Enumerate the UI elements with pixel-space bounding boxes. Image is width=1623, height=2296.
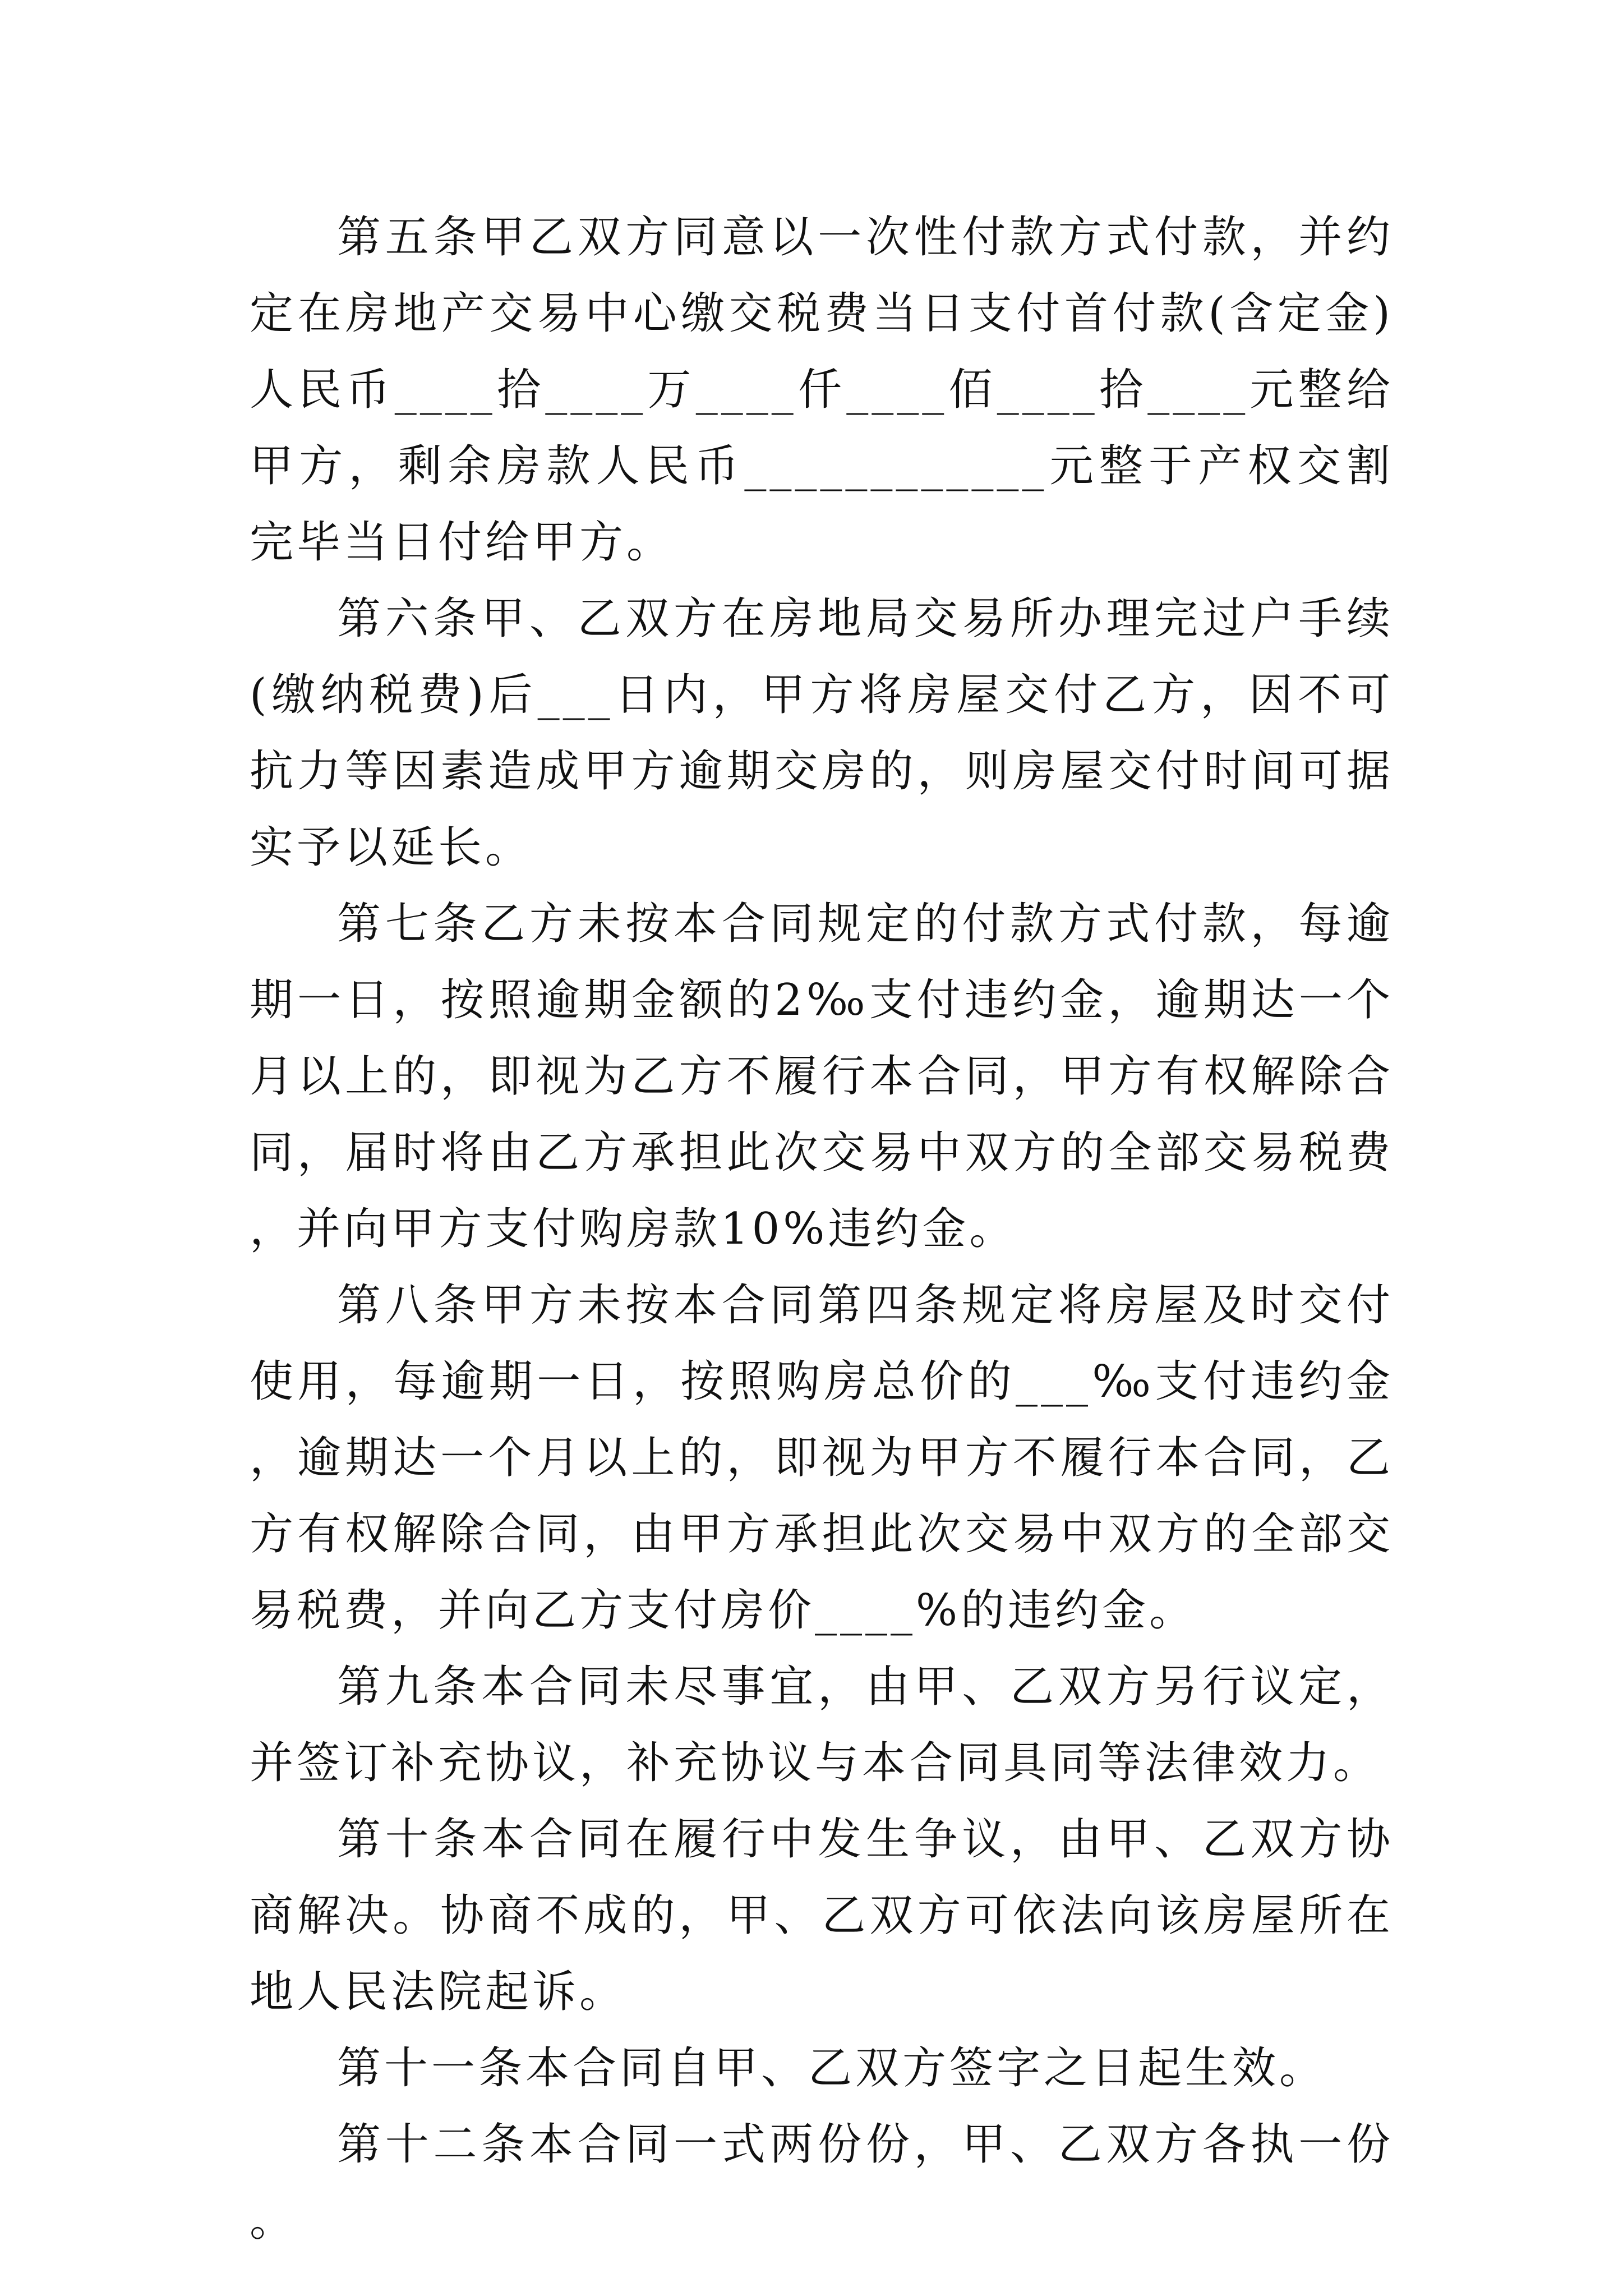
clause-7: 第七条乙方未按本合同规定的付款方式付款，每逾期一日，按照逾期金额的2‰支付违约金，逾期达一个月以上的，即视为乙方不履行本合同，甲方有权解除合同，届时将由乙方承担此次交易中双方的全部交易税费，并向甲方支付购房款10%违约金。	[250, 899, 1394, 1254]
clause-8: 第八条甲方未按本合同第四条规定将房屋及时交付使用，每逾期一日，按照购房总价的___‰支付违约金，逾期达一个月以上的，即视为甲方不履行本合同，乙方有权解除合同，由甲方承担此次交易中双方的全部交易税费，并向乙方支付房价____%的违约金。	[250, 1280, 1394, 1636]
clause-9: 第九条本合同未尽事宜，由甲、乙双方另行议定，并签订补充协议，补充协议与本合同具同等法律效力。	[250, 1662, 1394, 1788]
clause-6: 第六条甲、乙双方在房地局交易所办理完过户手续(缴纳税费)后___日内，甲方将房屋交付乙方，因不可抗力等因素造成甲方逾期交房的，则房屋交付时间可据实予以延长。	[250, 593, 1394, 873]
clause-5: 第五条甲乙双方同意以一次性付款方式付款，并约定在房地产交易中心缴交税费当日支付首付款(含定金)人民币____拾____万____仟____佰____拾____元整给甲方，剩余房款人民币____________元整于产权交割完毕当日付给甲方。	[250, 212, 1394, 568]
contract-body	[250, 199, 1394, 2259]
clause-11: 第十一条本合同自甲、乙双方签字之日起生效。	[337, 2043, 1327, 2093]
clause-12: 第十二条本合同一式两份份，甲、乙双方各执一份。	[250, 2119, 1394, 2246]
clause-10: 第十条本合同在履行中发生争议，由甲、乙双方协商解决。协商不成的，甲、乙双方可依法向该房屋所在地人民法院起诉。	[250, 1814, 1394, 2017]
